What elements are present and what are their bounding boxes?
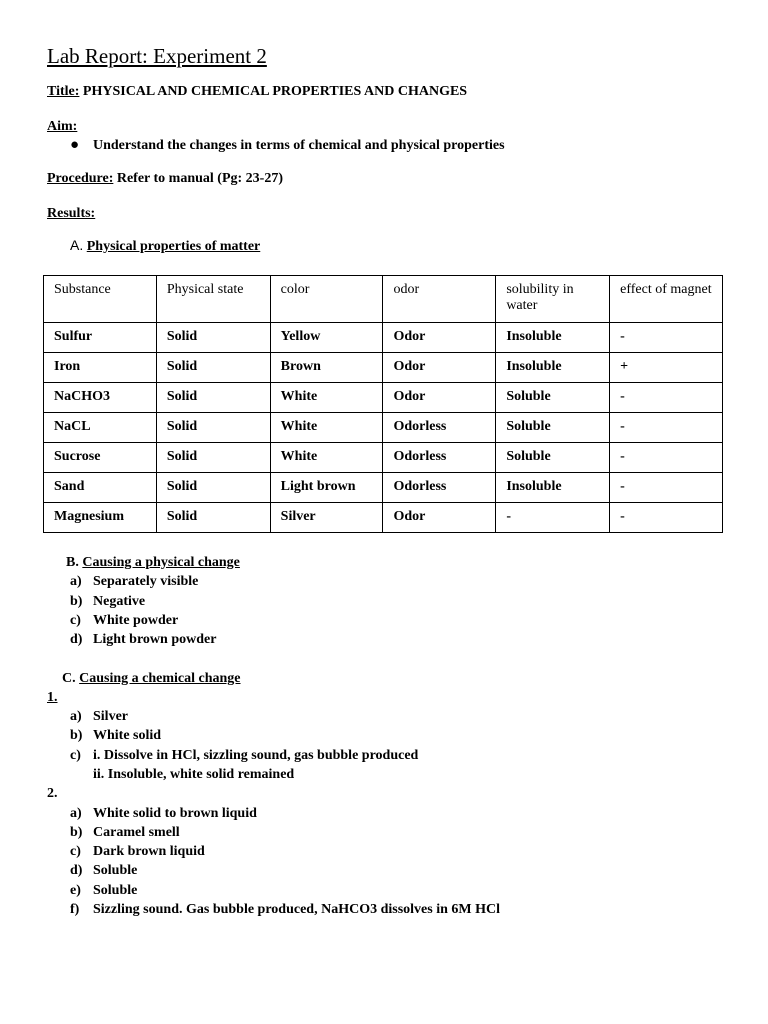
aim-label: Aim:: [47, 119, 78, 134]
cell: Sucrose: [44, 443, 157, 473]
cell: Odorless: [383, 473, 496, 503]
cell: -: [610, 383, 723, 413]
list-text: Caramel smell: [93, 825, 180, 840]
list-marker: c): [70, 613, 81, 628]
cell: White: [270, 413, 383, 443]
list-text: Silver: [93, 709, 128, 724]
list-marker: b): [70, 594, 83, 609]
section-c-letter: C.: [62, 671, 76, 686]
list-text: i. Dissolve in HCl, sizzling sound, gas bubble produced: [93, 748, 419, 763]
cell: Odor: [383, 383, 496, 413]
list-item: [70, 825, 180, 841]
list-text: White powder: [93, 613, 179, 628]
list-text: Negative: [93, 594, 146, 609]
cell: Solid: [156, 353, 270, 383]
cell: NaCL: [44, 413, 157, 443]
list-marker: a): [70, 806, 82, 821]
section-a-title: Physical properties of matter: [86, 239, 261, 254]
list-marker: e): [70, 883, 81, 898]
cell: NaCHO3: [44, 383, 157, 413]
list-item: [70, 767, 294, 783]
title-value: PHYSICAL AND CHEMICAL PROPERTIES AND CHANGES: [82, 84, 468, 99]
cell: Odor: [383, 323, 496, 353]
section-a-heading: [70, 237, 260, 255]
list-text: White solid: [93, 728, 162, 743]
report-title: Lab Report: Experiment 2: [47, 44, 267, 68]
header-solubility: solubility in water: [496, 276, 610, 323]
cell: Solid: [156, 383, 270, 413]
list-item: [70, 594, 145, 610]
cell: Solid: [156, 503, 270, 533]
cell: Silver: [270, 503, 383, 533]
bullet-icon: ●: [70, 137, 80, 153]
cell: -: [610, 413, 723, 443]
procedure-label: Procedure:: [47, 171, 114, 186]
list-item: [70, 806, 257, 822]
list-text: ii. Insoluble, white solid remained: [93, 767, 295, 782]
cell: Insoluble: [496, 323, 610, 353]
list-item: [70, 613, 178, 629]
cell: Magnesium: [44, 503, 157, 533]
list-item: [70, 883, 137, 899]
table-row: [44, 353, 723, 383]
cell: Sulfur: [44, 323, 157, 353]
cell: Solid: [156, 443, 270, 473]
part-2-number: 2.: [47, 786, 58, 801]
list-item: [70, 632, 216, 648]
cell: Sand: [44, 473, 157, 503]
list-marker: a): [70, 709, 82, 724]
cell: Yellow: [270, 323, 383, 353]
list-marker: b): [70, 825, 83, 840]
table-row: [44, 383, 723, 413]
cell: Odorless: [383, 443, 496, 473]
results-label: Results:: [47, 206, 96, 221]
cell: Insoluble: [496, 473, 610, 503]
cell: -: [610, 503, 723, 533]
table-row: [44, 323, 723, 353]
cell: White: [270, 443, 383, 473]
list-item: [70, 748, 418, 764]
section-b-letter: B.: [66, 555, 79, 570]
cell: Soluble: [496, 443, 610, 473]
list-item: [70, 844, 205, 860]
cell: -: [610, 443, 723, 473]
cell: Soluble: [496, 413, 610, 443]
section-c-heading: [62, 671, 241, 687]
title-line: [47, 84, 467, 100]
cell: Odorless: [383, 413, 496, 443]
list-marker: d): [70, 632, 83, 647]
part-1-number: 1.: [47, 690, 58, 705]
list-text: Soluble: [93, 883, 138, 898]
list-marker: a): [70, 574, 82, 589]
header-substance: Substance: [44, 276, 157, 323]
title-label: Title:: [47, 84, 80, 99]
aim-bullet-text: Understand the changes in terms of chemical and physical properties: [93, 138, 505, 153]
cell: Iron: [44, 353, 157, 383]
list-marker: f): [70, 902, 80, 917]
section-b-heading: [66, 555, 240, 571]
table-row: [44, 443, 723, 473]
header-physical-state: Physical state: [156, 276, 270, 323]
cell: -: [496, 503, 610, 533]
list-item: [70, 728, 161, 744]
cell: Solid: [156, 473, 270, 503]
list-marker: b): [70, 728, 83, 743]
table-row: [44, 503, 723, 533]
list-text: White solid to brown liquid: [93, 806, 257, 821]
list-text: Dark brown liquid: [93, 844, 205, 859]
list-marker: c): [70, 844, 81, 859]
cell: Odor: [383, 353, 496, 383]
list-text: Light brown powder: [93, 632, 217, 647]
section-c-title: Causing a chemical change: [79, 671, 241, 686]
cell: Brown: [270, 353, 383, 383]
list-item: [70, 574, 198, 590]
list-marker: d): [70, 863, 83, 878]
cell: -: [610, 473, 723, 503]
cell: White: [270, 383, 383, 413]
header-magnet: effect of magnet: [610, 276, 723, 323]
list-item: [70, 863, 137, 879]
list-text: Separately visible: [93, 574, 199, 589]
list-marker: c): [70, 748, 81, 763]
table-row: [44, 413, 723, 443]
cell: Odor: [383, 503, 496, 533]
list-text: Soluble: [93, 863, 138, 878]
cell: Solid: [156, 413, 270, 443]
header-color: color: [270, 276, 383, 323]
header-odor: odor: [383, 276, 496, 323]
aim-bullet-item: [70, 137, 505, 154]
procedure-line: [47, 171, 283, 187]
cell: -: [610, 323, 723, 353]
cell: +: [610, 353, 723, 383]
cell: Soluble: [496, 383, 610, 413]
section-b-title: Causing a physical change: [82, 555, 240, 570]
section-a-letter: A.: [70, 237, 84, 253]
cell: Insoluble: [496, 353, 610, 383]
cell: Solid: [156, 323, 270, 353]
physical-properties-table: [43, 275, 723, 533]
list-text: Sizzling sound. Gas bubble produced, NaHCO3 dissolves in 6M HCl: [93, 902, 500, 917]
list-item: [70, 902, 500, 918]
procedure-value: Refer to manual (Pg: 23-27): [116, 171, 284, 186]
table-header-row: [44, 276, 723, 323]
cell: Light brown: [270, 473, 383, 503]
table-row: [44, 473, 723, 503]
list-item: [70, 709, 128, 725]
